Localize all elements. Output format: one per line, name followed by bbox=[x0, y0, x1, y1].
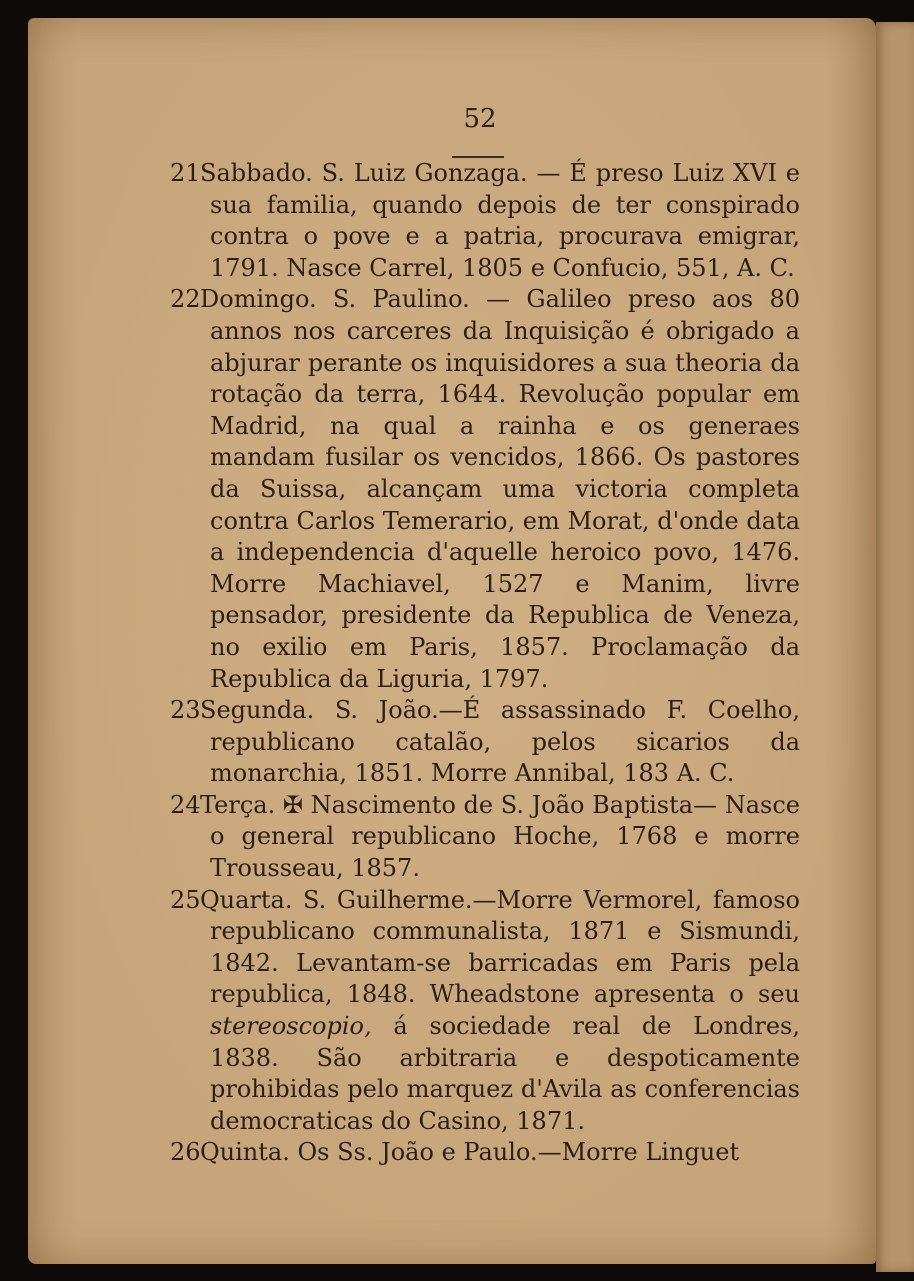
entry-day: 24 bbox=[170, 790, 201, 819]
entry-26 bbox=[170, 1137, 800, 1169]
entry-text: á sociedade real de Londres, 1838. São arbitraria e despoticamente prohibidas pelo marquez d'Avila as conferencias democraticas do Casino, 1871. bbox=[210, 1012, 801, 1135]
entry-day: 23 bbox=[170, 696, 201, 725]
entry-25 bbox=[170, 885, 800, 1138]
entry-22 bbox=[170, 284, 800, 695]
entry-23 bbox=[170, 695, 800, 790]
entry-italic-text: stereoscopio, bbox=[210, 1012, 372, 1041]
entry-21 bbox=[170, 158, 800, 284]
page-edge bbox=[876, 22, 914, 1272]
entry-text: Quinta. Os Ss. João e Paulo.—Morre Linguet bbox=[200, 1138, 740, 1167]
calendar-text bbox=[170, 158, 800, 1169]
entry-text: Quarta. S. Guilherme.—Morre Vermorel, famoso republicano communalista, 1871 e Sismundi, 1842. Levantam-se barricadas em Paris pela republica, 1848. Wheadstone apresenta o seu bbox=[200, 885, 800, 1009]
entry-day: 22 bbox=[170, 285, 201, 314]
entry-text: Domingo. S. Paulino. — Galileo preso aos 80 annos nos carceres da Inquisição é obrigado a abjurar perante os inquisidores a sua theoria da rotação da terra, 1644. Revolução popular em Madrid, na qual a rainha e os generaes mandam fusilar os vencidos, 1866. Os pastores da Suissa, alcançam uma victoria completa contra Carlos Temerario, em Morat, d'onde data a independencia d'aquelle heroico povo, 1476. Morre Machiavel, 1527 e Manim, livre pensador, presidente da Republica de Veneza, no exilio em Paris, 1857. Proclamação da Republica da Liguria, 1797. bbox=[200, 285, 800, 693]
page-number: 52 bbox=[463, 104, 497, 134]
entry-day: 21 bbox=[170, 159, 201, 187]
entry-day: 25 bbox=[170, 885, 201, 914]
entry-text: Terça. ✠ Nascimento de S. João Baptista— Nasce o general republicano Hoche, 1768 e morre Trousseau, 1857. bbox=[200, 790, 800, 883]
entry-day: 26 bbox=[170, 1138, 201, 1167]
entry-text: Sabbado. S. Luiz Gonzaga. — É preso Luiz XVI e sua familia, quando depois de ter conspirado contra o pove e a patria, procurava emigrar, 1791. Nasce Carrel, 1805 e Confucio, 551, A. C. bbox=[200, 159, 800, 282]
entry-24 bbox=[170, 790, 800, 885]
entry-text: Segunda. S. João.—É assassinado F. Coelho, republicano catalão, pelos sicarios da monarchia, 1851. Morre Annibal, 183 A. C. bbox=[200, 696, 800, 788]
